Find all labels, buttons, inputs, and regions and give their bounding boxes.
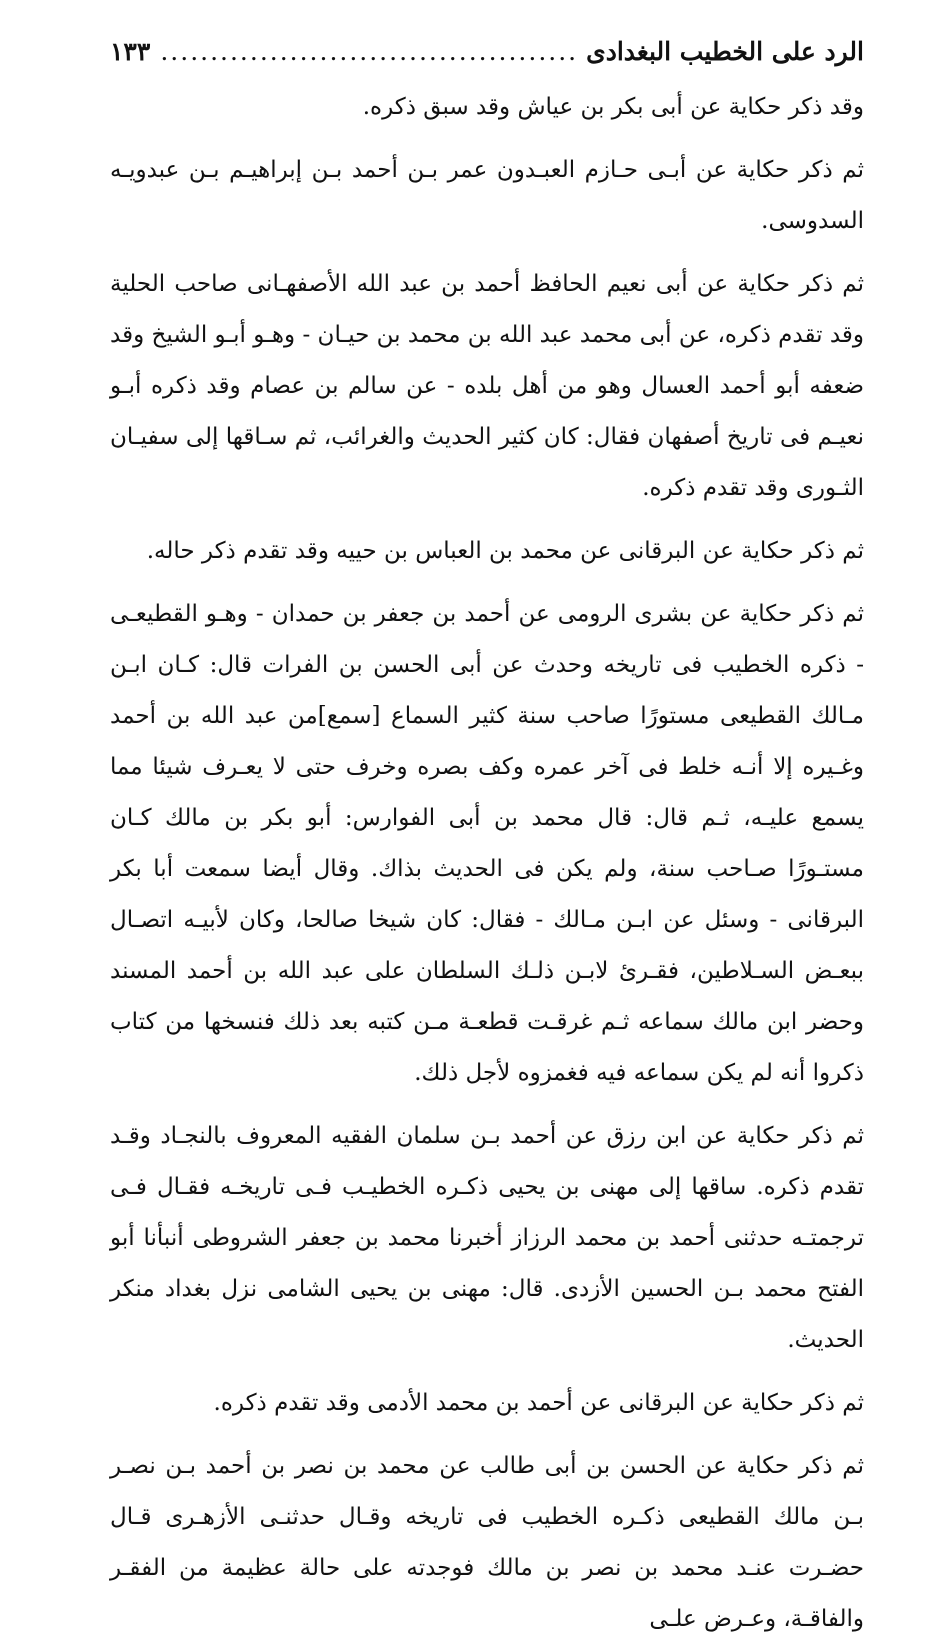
running-header (110, 34, 864, 74)
body-text (110, 82, 864, 1645)
paragraph: ثم ذكر حكاية عن بشرى الرومى عن أحمد بن جعفر بن حمدان - وهـو القطيعـى - ذكره الخطيب فى تاريخه وحدث عن أبى الحسن بن الفرات قال: كـان ابـن مـالك القطيعى مستورًا صاحب سنة كثير السماع [سمع]من عبد الله بن أحمد وغـيره إلا أنـه خلط فى آخر عمره وكف بصره وخرف حتى لا يعـرف شيئا مما يسمع عليـه، ثـم قال: قال محمد بن أبى الفوارس: أبو بكر بن مالك كـان مستـورًا صـاحب سنة، ولم يكن فى الحديث بذاك. وقال أيضا سمعت أبا بكر البرقانى - وسئل عن ابـن مـالك - فقال: كان شيخا صالحا، وكان لأبيـه اتصـال ببعـض السـلاطين، فقـرئ لابـن ذلـك السلطان على عبد الله بن أحمد المسند وحضر ابن مالك سماعه ثـم غرقـت قطعـة مـن كتبه بعد ذلك فنسخها من كتاب ذكروا أنه لم يكن سماعه فيه فغمزوه لأجل ذلك. (110, 601, 864, 1086)
paragraph: ثم ذكر حكاية عن البرقانى عن محمد بن العباس بن حييه وقد تقدم ذكر حاله. (146, 538, 864, 564)
paragraph: ثم ذكر حكاية عن البرقانى عن أحمد بن محمد الأدمى وقد تقدم ذكره. (213, 1390, 864, 1416)
page-number: ١٣٣ (110, 37, 151, 66)
paragraph: ثم ذكر حكاية عن أبـى حـازم العبـدون عمر بـن أحمد بـن إبراهيـم بـن عبدويـه السدوسى. (110, 157, 864, 234)
paragraph: وقد ذكر حكاية عن أبى بكر بن عياش وقد سبق ذكره. (362, 94, 864, 120)
paragraph: ثم ذكر حكاية عن ابن رزق عن أحمد بـن سلمان الفقيه المعروف بالنجـاد وقـد تقدم ذكره. ساقها إلى مهنى بن يحيى ذكـره الخطيـب فـى تاريخـه فقـال فـى ترجمتـه حدثنى أحمد بن محمد الرزاز أخبرنا محمد بن جعفر الشروطى أنبأنا أبو الفتح محمد بـن الحسين الأزدى. قال: مهنى بن يحيى الشامى نزل بغداد منكر الحديث. (110, 1123, 864, 1353)
paragraph: ثم ذكر حكاية عن الحسن بن أبى طالب عن محمد بن نصر بن أحمد بـن نصـر بـن مالك القطيعى ذكـره الخطيب فى تاريخه وقـال حدثنـى الأزهـرى قـال حضـرت عنـد محمد بن نصر بن مالك فوجدته على حالة عظيمة من الفقـر والفاقـة، وعـرض علـى (110, 1453, 864, 1632)
running-header-title: الرد على الخطيب البغدادى (586, 37, 864, 66)
leader-dots (158, 34, 578, 70)
paragraph: ثم ذكر حكاية عن أبى نعيم الحافظ أحمد بن عبد الله الأصفهـانى صاحب الحلية وقد تقدم ذكره، عن أبى محمد عبد الله بن محمد بن حيـان - وهـو أبـو الشيخ وقد ضعفه أبو أحمد العسال وهو من أهل بلده - عن سالم بن عصام وقد ذكره أبـو نعيـم فى تاريخ أصفهان فقال: كان كثير الحديث والغرائب، ثم سـاقها إلى سفيـان الثـورى وقد تقدم ذكره. (110, 271, 864, 501)
